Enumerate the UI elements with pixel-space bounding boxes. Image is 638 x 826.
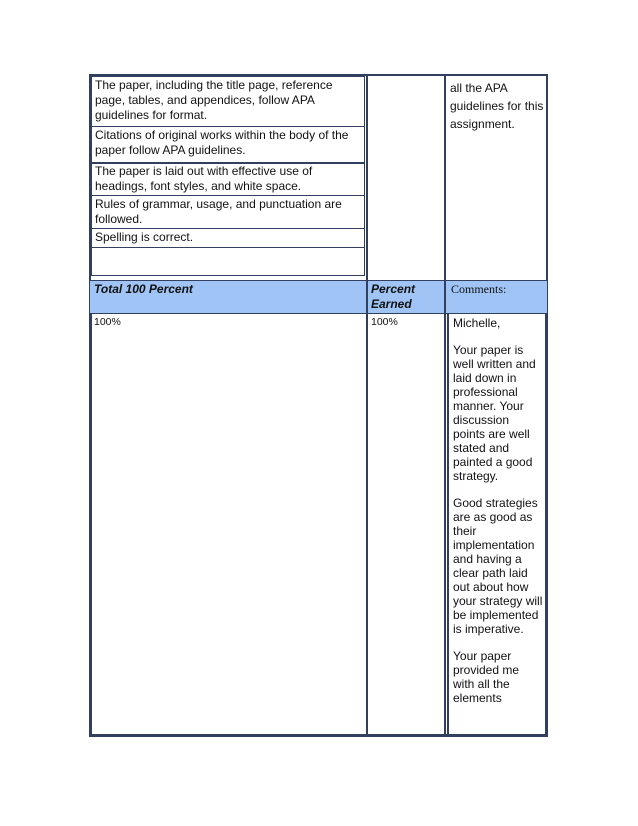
criterion-cell xyxy=(91,228,365,248)
empty-criterion-cell xyxy=(91,247,365,276)
instructor-comment xyxy=(453,316,543,718)
comment-paragraph: Good strategies are as good as their implementation and having a clear path laid out about how your strategy will be implemented is imperative. xyxy=(453,496,543,636)
total-score: 100% xyxy=(94,316,121,328)
criterion-cell xyxy=(91,195,365,229)
criteria-table xyxy=(89,74,548,280)
top-comment: all the APA guidelines for this assignment. xyxy=(450,81,544,131)
column-divider-1 xyxy=(366,74,368,280)
criterion-text: The paper is laid out with effective use of headings, font styles, and white space. xyxy=(95,164,313,193)
comments-label: Comments: xyxy=(451,282,507,296)
column-divider-1 xyxy=(366,281,368,313)
earned-score: 100% xyxy=(371,316,398,328)
comment-paragraph: Your paper is well written and laid down in professional manner. Your discussion points are well stated and painted a good strategy. xyxy=(453,343,536,483)
criterion-text: Citations of original works within the body of the paper follow APA guidelines. xyxy=(95,128,349,157)
column-divider-2 xyxy=(444,281,446,313)
score-row xyxy=(89,313,548,737)
criterion-text: Spelling is correct. xyxy=(95,230,194,244)
total-label: Total 100 Percent xyxy=(94,282,193,296)
header-row xyxy=(89,280,548,314)
comment-greeting: Michelle, xyxy=(453,316,501,330)
criterion-cell xyxy=(91,76,365,127)
right-border xyxy=(546,74,548,280)
earned-label: Percent Earned xyxy=(371,282,416,311)
column-divider-2 xyxy=(444,74,446,280)
column-divider-2b xyxy=(447,313,449,737)
column-divider-2 xyxy=(444,313,446,737)
criterion-cell xyxy=(91,126,365,164)
column-divider-1 xyxy=(366,313,368,737)
comment-paragraph: Your paper provided me with all the elements xyxy=(453,649,520,705)
criterion-cell xyxy=(91,162,365,196)
criterion-text: Rules of grammar, usage, and punctuation are followed. xyxy=(95,197,342,226)
criterion-text: The paper, including the title page, reference page, tables, and appendices, follow APA guidelines for format. xyxy=(95,78,333,122)
